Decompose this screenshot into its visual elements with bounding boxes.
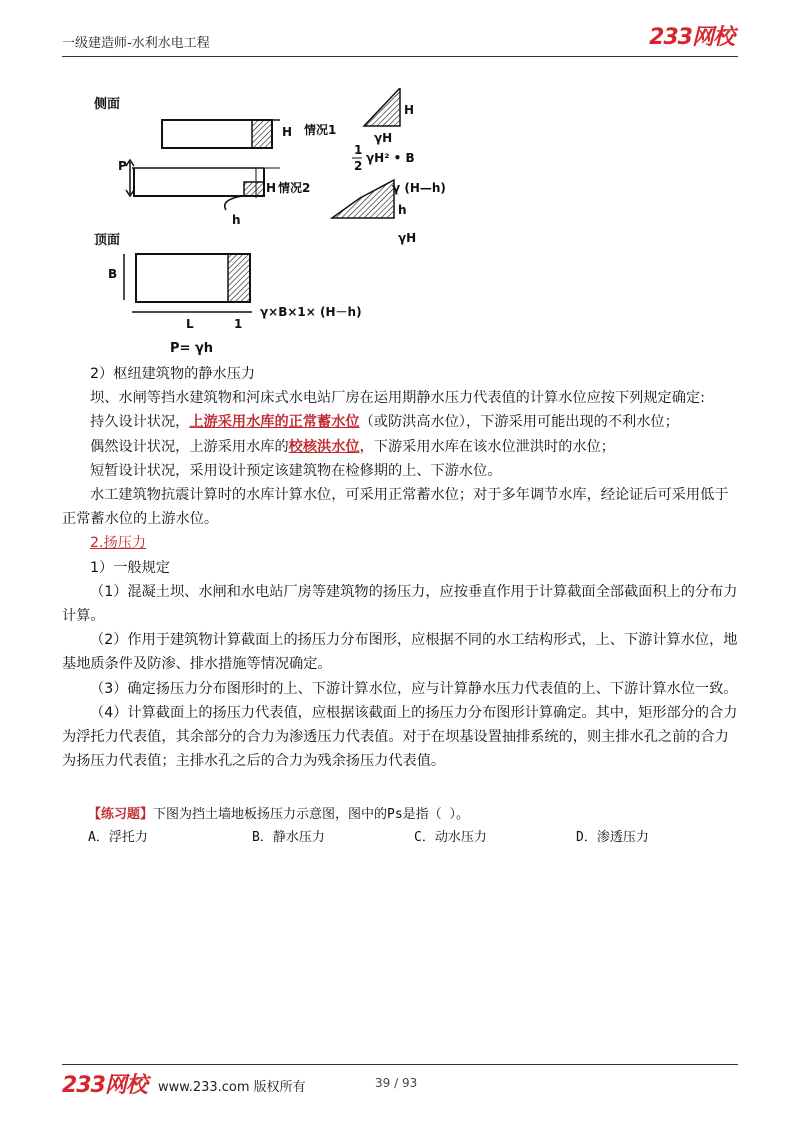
case2-h: h	[232, 213, 241, 227]
case2-hatch	[244, 182, 264, 196]
label-side-view: 侧面	[94, 97, 121, 112]
uplift-item-4: （4）计算截面上的扬压力代表值，应根据该截面上的扬压力分布图形计算确定。其中，矩形部分的合力为浮托力代表值，其余部分的合力为渗透压力代表值。对于在坝基设置抽排系统的，则主排水孔之前的合力为扬压力代表值；主排水孔之后的合力为残余扬压力代表值。	[62, 704, 738, 770]
uplift-heading: 2.扬压力	[90, 535, 147, 552]
paragraph-accidental: 偶然设计状况，上游采用水库的校核洪水位，下游采用水库在该水位泄洪时的水位；	[90, 438, 615, 455]
pressure-triangle	[364, 88, 400, 126]
label-P: P	[118, 159, 127, 173]
case2-label: 情况2	[278, 181, 311, 195]
trap-gH: γH	[398, 231, 417, 245]
quiz-tag: 【练习题】	[88, 807, 154, 822]
quiz-option-a[interactable]: A．浮托力	[88, 830, 148, 845]
uplift-item-1: （1）混凝土坝、水闸和水电站厂房等建筑物的扬压力，应按垂直作用于计算截面全部截面积上的分布力计算。	[62, 583, 738, 625]
quiz-option-d[interactable]: D．渗透压力	[576, 830, 649, 845]
triangle-H: H	[404, 103, 415, 117]
uplift-item-2: （2）作用于建筑物计算截面上的扬压力分布图形，应根据不同的水工结构形式，上、下游计算水位，地基地质条件及防渗、排水措施等情况确定。	[62, 632, 738, 673]
paragraph-persistent: 持久设计状况，上游采用水库的正常蓄水位（或防洪高水位），下游采用可能出现的不利水位；	[90, 414, 679, 431]
half-den: 2	[354, 159, 363, 173]
highlight-normal-storage: 上游采用水库的正常蓄水位	[189, 414, 360, 431]
page-number: 39 / 93	[375, 1076, 418, 1090]
paragraph-water-level-rule: 坝、水闸等挡水建筑物和河床式水电站厂房在运用期静水压力代表值的计算水位应按下列规定确定:	[90, 390, 705, 407]
case1-label: 情况1	[304, 123, 337, 137]
top-view-hatch	[228, 254, 250, 302]
content-body	[62, 362, 742, 773]
uplift-subheading: 1）一般规定	[90, 559, 170, 576]
uplift-item-3: （3）确定扬压力分布图形时的上、下游计算水位，应与计算静水压力代表值的上、下游计算水位一致。	[90, 680, 738, 697]
half-rest: γH² • B	[366, 151, 415, 165]
paragraph-seismic: 水工建筑物抗震计算时的水库计算水位，可采用正常蓄水位；对于多年调节水库，经论证后可采用低于正常蓄水位的上游水位。	[62, 487, 729, 528]
pressure-formula: P= γh	[170, 341, 214, 356]
case1-hatch	[252, 120, 272, 148]
case2-H: H	[266, 181, 277, 195]
pressure-trapezoid	[332, 180, 394, 218]
header-title: 一级建造师-水利水电工程	[62, 36, 210, 51]
trap-h: h	[398, 203, 407, 217]
quiz-option-c[interactable]: C．动水压力	[414, 830, 487, 845]
label-1: 1	[234, 317, 243, 331]
case1-H: H	[282, 125, 293, 139]
static-pressure-figure	[92, 88, 472, 360]
footer-divider	[62, 1064, 738, 1065]
label-L: L	[186, 317, 194, 331]
quiz-option-b[interactable]: B．静水压力	[252, 830, 325, 845]
label-B: B	[108, 267, 118, 281]
half-num: 1	[354, 143, 363, 157]
paragraph-transient: 短暂设计状况，采用设计预定该建筑物在检修期的上、下游水位。	[90, 462, 502, 479]
static-pressure-heading: 2）枢纽建筑物的静水压力	[90, 366, 256, 382]
footer-site[interactable]: www.233.com 版权所有	[158, 1080, 306, 1095]
trap-gHh: γ (H—h)	[392, 181, 446, 195]
footer-logo[interactable]: 233网校	[62, 1073, 147, 1098]
quiz-question: 【练习题】下图为挡土墙地板扬压力示意图，图中的Ps是指（ ）。	[88, 807, 469, 822]
highlight-check-flood: 校核洪水位	[288, 438, 360, 455]
brand-logo[interactable]: 233网校	[649, 25, 734, 50]
triangle-gH: γH	[374, 131, 393, 145]
header-divider	[62, 56, 738, 57]
force-formula: γ×B×1× (H－h)	[260, 305, 362, 319]
label-top-view: 顶面	[94, 233, 121, 248]
